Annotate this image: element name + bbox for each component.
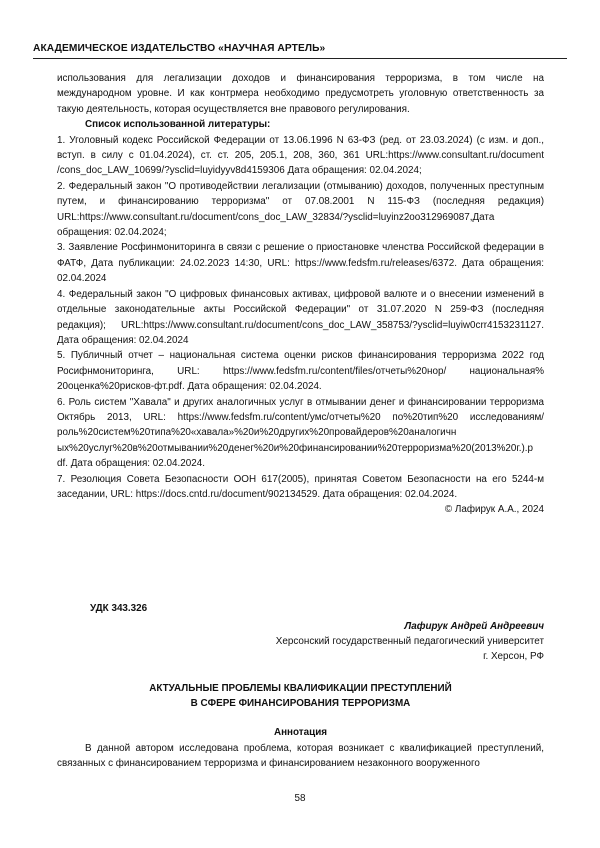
reference-item: 5. Публичный отчет – национальная система оценки рисков финансирования терроризма 2022 год Росифнмониторинга, URL: https://www.fedsfm.ru/content/files/отчеты%20нор/ национальная% 20оценка%20рисков-фт.pdf. Дата обращения: 02.04.2024. xyxy=(57,350,544,393)
author-name: Лафирук Андрей Андреевич xyxy=(404,621,544,632)
reference-item: 3. Заявление Росфинмониторинга в связи с решение о приостановке членства Российской федерации в ФАТФ, Дата публикации: 24.02.2023 14:30, URL: https://www.fedsfm.ru/releases/6372. Дата обращения: 02.04.2024 xyxy=(57,242,544,285)
author-affiliation: Херсонский государственный педагогический университет xyxy=(275,636,544,648)
article-title xyxy=(57,681,544,712)
article-title-line: АКТУАЛЬНЫЕ ПРОБЛЕМЫ КВАЛИФИКАЦИИ ПРЕСТУПЛЕНИЙ xyxy=(149,683,452,694)
reference-item: 2. Федеральный закон "О противодействии легализации (отмыванию) доходов, полученных преступным путем, и финансированию терроризма" от 07.08.2001 N 115-ФЗ (последняя редакция) URL:https://www.consultant.ru/document/cons_doc_LAW_32834/?ysclid=luyinz2oo312969087,Дата обращения: 02.04.2024; xyxy=(57,180,544,239)
header-divider xyxy=(33,58,567,59)
copyright-notice: © Лафирук А.А., 2024 xyxy=(444,504,544,516)
reference-item: 7. Резолюция Совета Безопасности ООН 617(2005), принятая Советом Безопасности на его 5244-м заседании, URL: https://docs.cntd.ru/document/902134529. Дата обращения: 02.04.2024. xyxy=(57,473,544,500)
publisher-header: АКАДЕМИЧЕСКОЕ ИЗДАТЕЛЬСТВО «НАУЧНАЯ АРТЕЛЬ» xyxy=(33,43,326,54)
author-city: г. Херсон, РФ xyxy=(483,651,544,663)
abstract-text: В данной автором исследована проблема, которая возникает с квалификацией преступлений, связанных с финансированием терроризма и финансированием незаконного вооруженного xyxy=(57,743,544,770)
references-title: Список использованной литературы: xyxy=(85,119,271,131)
reference-item: 4. Федеральный закон "О цифровых финансовых активах, цифровой валюте и о внесении изменений в отдельные законодательные акты Российской Федерации" от 31.07.2020 N 259-ФЗ (последняя редакция); URL:https://www.consultant.ru/document/cons_doc_LAW_358753/?ysclid=luyiw0crr4153231127. Дата обращения: 02.04.2024 xyxy=(57,288,544,346)
author-block xyxy=(144,619,544,665)
abstract-heading: Аннотация xyxy=(273,727,328,738)
reference-item: 1. Уголовный кодекс Российской Федерации от 13.06.1996 N 63-ФЗ (ред. от 23.03.2024) (с изм. и доп., вступ. в силу с 01.04.2024), ст. ст. 205, 205.1, 208, 360, 361 URL:https://www.consultant.ru/document /cons_doc_LAW_10699/?ysclid=luyidyyv8d4159306 Дата обращения: 02.04.2024; xyxy=(57,134,544,177)
article-title-line: В СФЕРЕ ФИНАНСИРОВАНИЯ ТЕРРОРИЗМА xyxy=(190,698,411,710)
page-number: 58 xyxy=(294,793,306,804)
intro-paragraph: использования для легализации доходов и финансирования терроризма, в том числе на международном уровне. И как контрмера необходимо предусмотреть уголовную ответственность за такую деятельность, которая осуществляется вне правового регулирования. xyxy=(57,73,544,115)
main-content xyxy=(57,71,544,518)
reference-item: 6. Роль систем "Хавала" и других аналогичных услуг в отмывании денег и финансировании терроризма Октябрь 2013, URL: https://www.fedsfm.ru/content/умс/отчеты%20 по%20тип%20 исследованиям/роль%20систем%20типа%20«хавала»%20и%20других%20провайдеров%20аналогичн ых%20услуг%20в%20отмывании%20денег%20и%20финансировании%20терроризма%20(2013%20г.).p df. Дата обращения: 02.04.2024. xyxy=(57,396,544,470)
udc-code: УДК 343.326 xyxy=(90,603,148,614)
